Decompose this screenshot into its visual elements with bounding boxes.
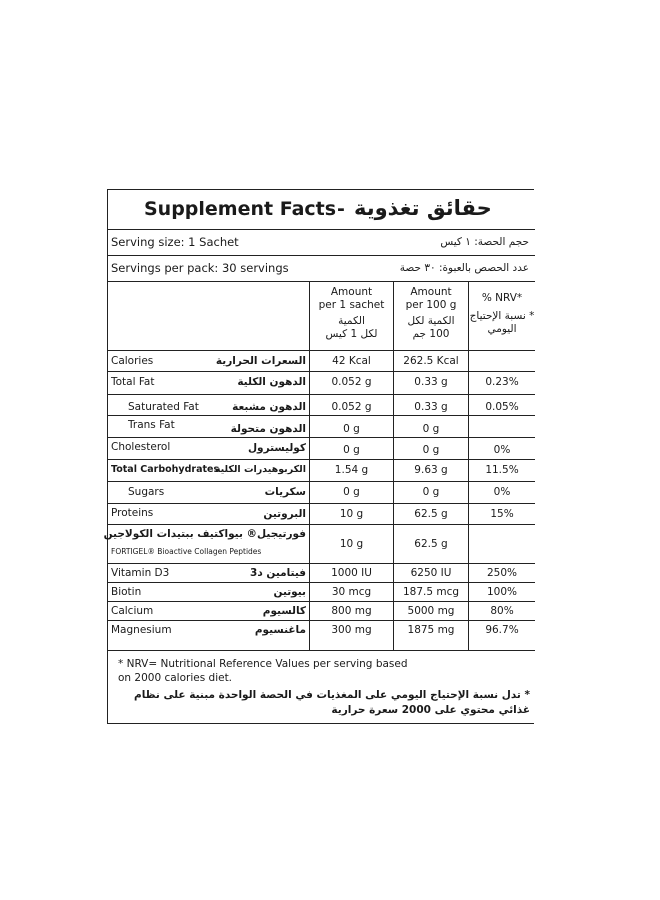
calcium-nrv: 80% [490,605,514,617]
row-divider [108,563,535,564]
header-nrv-arabic-line2: اليومي [487,323,517,335]
row-label-arabic-cholesterol: كوليسترول [247,442,306,454]
trans-fat-per-sachet: 0 g [343,423,360,435]
header-nrv-english: % NRV* [481,292,523,304]
supplement-facts-panel [103,189,535,724]
row-label-total-carbohydrates: Total Carbohydrates [111,464,220,475]
row-label-saturated-fat: Saturated Fat [128,401,199,413]
row-divider [108,601,535,602]
biotin-nrv: 100% [486,586,518,598]
row-label-vitamin-d3: Vitamin D3 [111,567,170,579]
vitamin-d3-per-100g: 6250 IU [410,567,452,579]
row-divider [108,582,535,583]
header-per-100g-arabic-line1: الكمية لكل [407,315,455,327]
sugars-nrv: 0% [493,486,511,498]
serving-size-row [108,230,535,256]
fortigel-per-100g: 62.5 g [414,538,448,550]
row-label-arabic-calcium: كالسيوم [262,605,306,617]
row-label-arabic-total-fat: الدهون الكلية [237,376,306,388]
nutrition-table [103,282,535,651]
title-arabic: حقائق تغذوية [354,196,492,220]
serving-size-english: Serving size: 1 Sachet [111,235,239,249]
header-per-sachet-line2: per 1 sachet [318,299,385,311]
row-divider [108,437,535,438]
row-label-arabic-magnesium: ماغنسيوم [254,624,306,636]
magnesium-nrv: 96.7% [485,624,519,636]
total-fat-per-100g: 0.33 g [414,376,448,388]
header-per-100g-line2: per 100 g [405,299,457,311]
title-english: Supplement Facts [144,198,337,220]
total-fat-per-sachet: 0.052 g [331,376,372,388]
row-label-arabic-biotin: بيوتين [273,586,306,598]
row-label-total-fat: Total Fat [111,376,155,388]
row-divider [108,481,535,482]
proteins-per-sachet: 10 g [339,508,364,520]
header-per-sachet [310,286,393,341]
calories-per-100g: 262.5 Kcal [403,355,459,367]
row-label-calories: Calories [111,355,154,367]
row-divider [108,620,535,621]
row-divider [108,415,535,416]
row-label-arabic-sugars: سكريات [264,486,306,498]
row-divider [108,459,535,460]
header-per-100g-line1: Amount [410,286,452,298]
row-divider [108,503,535,504]
row-divider [108,394,535,395]
title-row [108,190,535,230]
row-label-arabic-vitamin-d3: فيتامين د3 [250,567,306,579]
saturated-fat-nrv: 0.05% [485,401,519,413]
servings-per-pack-arabic: عدد الحصص بالعبوة: ٣٠ حصة [399,262,529,274]
servings-per-pack-english: Servings per pack: 30 servings [111,261,289,275]
header-per-sachet-arabic-line1: الكمية [338,315,365,327]
title-separator: - [337,198,345,220]
cholesterol-per-sachet: 0 g [343,444,360,456]
header-per-sachet-line1: Amount [330,286,373,298]
biotin-per-100g: 187.5 mcg [402,586,460,598]
footnote-english-line2: on 2000 calories diet. [118,672,233,684]
header-nrv-arabic-line1: * نسبة الإحتياج [469,310,535,322]
total-carbohydrates-per-sachet: 1.54 g [334,464,369,476]
header-per-100g-arabic-line2: 100 جم [412,328,450,340]
vitamin-d3-nrv: 250% [486,567,518,579]
serving-size-arabic: حجم الحصة: ١ كيس [440,236,529,248]
row-label-magnesium: Magnesium [111,624,172,636]
calcium-per-sachet: 800 mg [331,605,372,617]
row-label-arabic-trans-fat: الدهون متحولة [230,423,306,435]
saturated-fat-per-100g: 0.33 g [414,401,448,413]
cholesterol-per-100g: 0 g [422,444,440,456]
biotin-per-sachet: 30 mcg [331,586,372,598]
footnote-english-line1: * NRV= Nutritional Reference Values per serving based [118,658,408,670]
cholesterol-nrv: 0% [493,444,511,456]
calcium-per-100g: 5000 mg [407,605,455,617]
servings-per-pack-row [108,256,535,282]
row-label-arabic-total-carbohydrates: الكربوهيدرات الكلية [214,464,306,475]
footnote-english [118,657,408,685]
row-label-cholesterol: Cholesterol [111,441,171,453]
row-label-arabic-fortigel: فورتيجيل® بيواكتيف ببتيدات الكولاجين [103,528,306,540]
row-label-arabic-proteins: البروتين [263,508,306,520]
row-label-arabic-calories: السعرات الحرارية [215,355,306,367]
footnote-arabic: * تدل نسبة الإحتياج اليومي على المغذيات في الحصة الواحدة مبنية على نظام غذائي محتوي على 2000 سعرة حرارية [134,689,530,716]
saturated-fat-per-sachet: 0.052 g [331,401,372,413]
row-divider [108,650,535,651]
row-divider [108,350,535,351]
total-fat-nrv: 0.23% [485,376,519,388]
row-label-sugars: Sugars [128,486,165,498]
header-nrv [469,292,535,336]
proteins-nrv: 15% [490,508,514,520]
vitamin-d3-per-sachet: 1000 IU [331,567,372,579]
row-label-fortigel: FORTIGEL® Bioactive Collagen Peptides [111,547,262,556]
trans-fat-per-100g: 0 g [422,423,440,435]
total-carbohydrates-nrv: 11.5% [485,464,519,476]
total-carbohydrates-per-100g: 9.63 g [414,464,448,476]
sugars-per-sachet: 0 g [343,486,360,498]
row-label-calcium: Calcium [111,605,154,617]
row-label-biotin: Biotin [111,586,142,598]
sugars-per-100g: 0 g [422,486,440,498]
row-label-proteins: Proteins [111,507,154,519]
row-label-arabic-saturated-fat: الدهون مشبعة [232,401,306,413]
row-divider [108,524,535,525]
row-label-trans-fat: Trans Fat [128,419,175,431]
header-per-sachet-arabic-line2: لكل 1 كيس [325,328,378,340]
row-divider [108,371,535,372]
fortigel-per-sachet: 10 g [339,538,364,550]
magnesium-per-sachet: 300 mg [331,624,372,636]
proteins-per-100g: 62.5 g [414,508,448,520]
header-per-100g [394,286,468,341]
calories-per-sachet: 42 Kcal [332,355,371,367]
magnesium-per-100g: 1875 mg [407,624,455,636]
